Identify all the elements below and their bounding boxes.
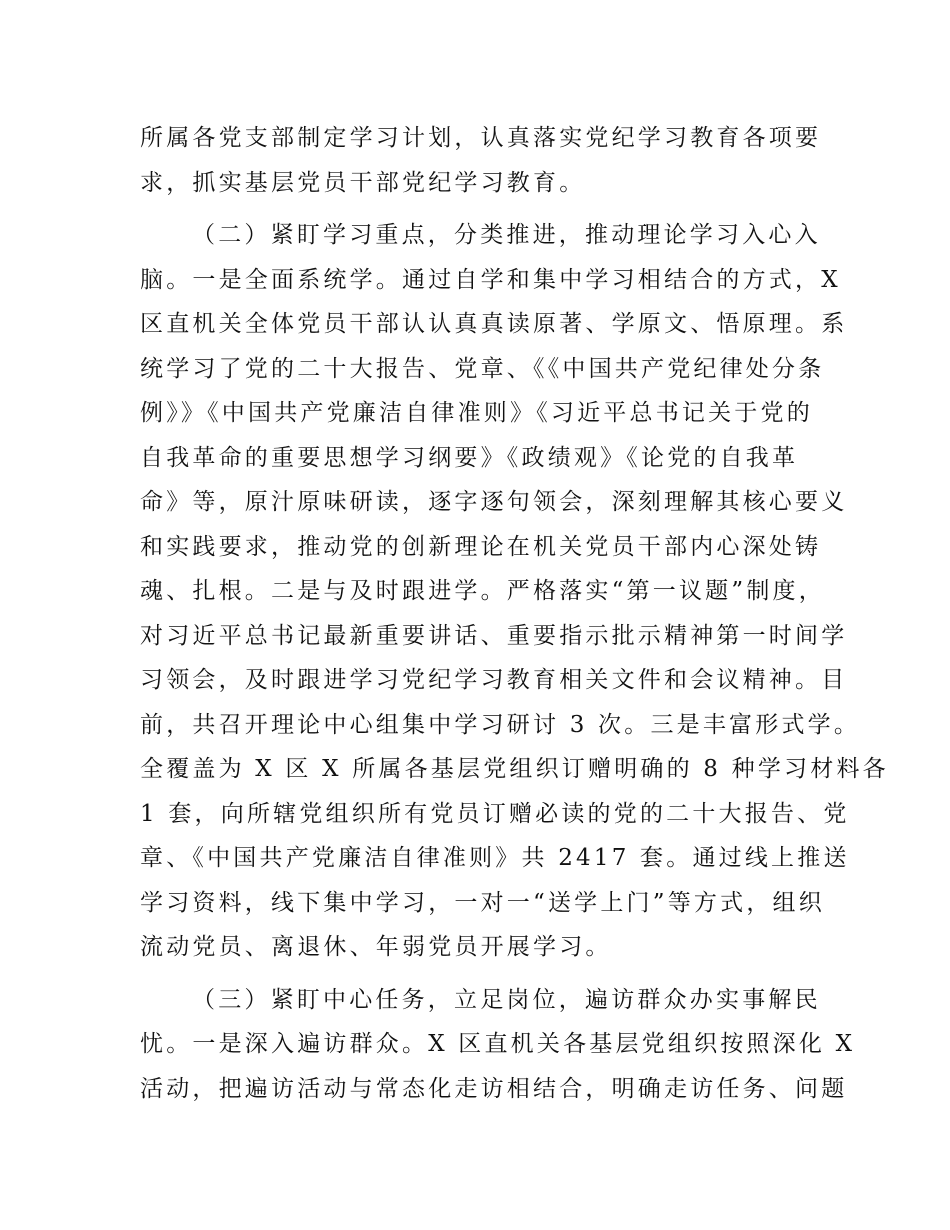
paragraph [140, 978, 856, 1112]
text-line: 例》》《中国共产党廉洁自律准则》《习近平总书记关于党的 [140, 400, 813, 426]
text-line: （三）紧盯中心任务，立足岗位，遍访群众办实事解民 [192, 986, 821, 1013]
paragraph [140, 116, 822, 205]
text-line: 区直机关全体党员干部认认真真读原著、学原文、悟原理。系 [140, 311, 848, 337]
text-line: 活动，把遍访活动与常态化走访相结合，明确走访任务、问题 [140, 1075, 848, 1102]
text-line: 脑。一是全面系统学。通过自学和集中学习相结合的方式，X [140, 266, 841, 293]
text-line: 1 套，向所辖党组织所有党员订赠必读的党的二十大报告、党 [140, 800, 850, 827]
text-line: 章、《中国共产党廉洁自律准则》共 2417 套。通过线上推送 [140, 845, 850, 871]
text-line: 前，共召开理论中心组集中学习研讨 3 次。三是丰富形式学。 [140, 711, 861, 738]
paragraph-spacing [140, 205, 812, 213]
paragraph [140, 213, 889, 970]
text-line: 和实践要求，推动党的创新理论在机关党员干部内心深处铸 [140, 533, 822, 560]
text-line: （二）紧盯学习重点，分类推进，推动理论学习入心入 [192, 222, 821, 248]
document-body [140, 116, 889, 1111]
text-line: 全覆盖为 X 区 X 所属各基层党组织订赠明确的 8 种学习材料各 [140, 756, 889, 782]
text-line: 魂、扎根。二是与及时跟进学。严格落实“第一议题”制度， [140, 578, 825, 604]
paragraph-spacing [140, 970, 812, 978]
text-line: 所属各党支部制定学习计划，认真落实党纪学习教育各项要 [140, 125, 822, 151]
text-line: 习领会，及时跟进学习党纪学习教育相关文件和会议精神。目 [140, 667, 848, 693]
text-line: 学习资料，线下集中学习，一对一“送学上门”等方式，组织 [140, 889, 825, 916]
text-line: 求，抓实基层党员干部党纪学习教育。 [140, 169, 586, 196]
text-line: 忧。一是深入遍访群众。X 区直机关各基层党组织按照深化 X [140, 1031, 856, 1057]
text-line: 统学习了党的二十大报告、党章、《《中国共产党纪律处分条 [140, 355, 825, 382]
text-line: 对习近平总书记最新重要讲话、重要指示批示精神第一时间学 [140, 622, 848, 649]
text-line: 命》等，原汁原味研读，逐字逐句领会，深刻理解其核心要义 [140, 489, 848, 515]
text-line: 自我革命的重要思想学习纲要》《政绩观》《论党的自我革 [140, 444, 799, 471]
text-line: 流动党员、离退休、年弱党员开展学习。 [140, 934, 612, 960]
